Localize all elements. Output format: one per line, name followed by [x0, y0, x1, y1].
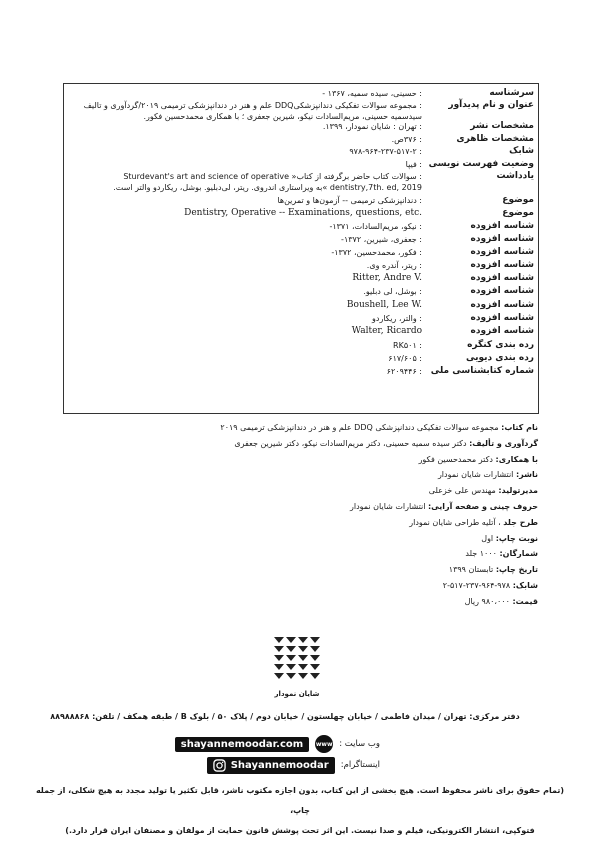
- catalog-row: [64, 146, 538, 157]
- imprint-row: [108, 546, 538, 562]
- catalog-row: [64, 273, 538, 284]
- imprint-row: [108, 420, 538, 436]
- catalog-row: [64, 100, 538, 121]
- imprint-row: [108, 531, 538, 547]
- website-link[interactable]: shayannemoodar.com: [175, 737, 309, 752]
- catalog-label: وضعیت فهرست نویسی: [428, 159, 534, 169]
- catalog-value: Ritter, Andre V.: [352, 273, 422, 283]
- catalog-value: : مجموعه سوالات تفکیکی دندانپزشکیDDQ علم و هنر در دندانپزشکی ترمیمی ۲۰۱۹/گردآوری و تالیف سیدسمیه حسینی، مریم‌السادات نیکو، شیرین جعفری ؛ با همکاری محمدحسین فکور.: [83, 101, 422, 121]
- catalog-label: شناسه افزوده: [470, 286, 534, 296]
- instagram-link[interactable]: [207, 757, 335, 774]
- copyright-line-2: فتوکپی، انتشار الکترونیکی، فیلم و صدا نیست. این اثر تحت پوشش قانون حمایت از مولفان و مصنفان ایران قرار دارد.): [65, 826, 535, 835]
- catalog-label: شابک: [509, 146, 534, 156]
- catalog-label: سرشناسه: [489, 88, 534, 98]
- catalog-label: موضوع: [502, 208, 534, 218]
- imprint-label: نوبت چاپ:: [495, 533, 538, 543]
- imprint-value: ، آتلیه طراحی شایان نمودار: [409, 517, 504, 527]
- imprint-value: انتشارات شایان نمودار: [437, 470, 516, 480]
- imprint-value: تابستان ۱۳۹۹: [448, 565, 496, 575]
- catalog-value: : ۶۲۰۹۴۴۶: [386, 367, 422, 376]
- instagram-icon: [213, 759, 226, 772]
- catalog-value: : بوشل، لی دبلیو.: [363, 287, 422, 296]
- catalog-row: [64, 134, 538, 145]
- imprint-label: شمارگان:: [499, 549, 538, 559]
- catalog-row: [64, 247, 538, 258]
- catalog-label: شناسه افزوده: [470, 247, 534, 257]
- catalog-value: : سوالات کتاب حاضر برگرفته از کتاب« Sturdevant's art and science of operative dentistry,7th. ed, 2019 »به ویراستاری اندروی. ریتر، لی‌دبلیو. بوشل، ریکاردو والتر است.: [113, 172, 422, 192]
- publisher-logo-text: شایان نمودار: [274, 690, 320, 698]
- catalog-value: Dentistry, Operative -- Examinations, questions, etc.: [184, 208, 422, 218]
- catalog-value: : تهران : شایان نمودار، ۱۳۹۹.: [322, 122, 422, 131]
- catalog-value: Boushell, Lee W.: [346, 300, 422, 310]
- website-label: وب سایت :: [339, 739, 380, 749]
- imprint-row: [108, 562, 538, 578]
- imprint-row: [108, 467, 538, 483]
- catalog-value: : دندانپزشکی ترمیمی -- آزمون‌ها و تمرین‌ها: [277, 196, 422, 205]
- imprint-row: [108, 499, 538, 515]
- catalog-row: [64, 340, 538, 351]
- copyright-line-1: (تمام حقوق برای ناشر محفوظ است. هیچ بخشی از این کتاب، بدون اجازه مکتوب ناشر، قابل تکثیر یا تولید مجدد به هیچ شکلی، از جمله چاپ،: [35, 786, 565, 815]
- imprint-label: قیمت:: [512, 596, 538, 606]
- catalog-row: [64, 234, 538, 245]
- imprint-row: [108, 483, 538, 499]
- imprint-value: ۹۷۸-۹۶۴-۲۳۷-۵۱۷-۲: [442, 580, 513, 590]
- publisher-address: دفتر مرکزی: تهران / میدان فاطمی / خیابان چهلستون / خیابان دوم / پلاک ۵۰ / بلوک B / طبقه همکف / تلفن: ۸۸۹۸۸۸۶۸: [50, 712, 520, 721]
- catalog-value: : ۹۷۸-۹۶۴-۲۳۷-۵۱۷-۲: [349, 147, 422, 156]
- catalog-value: : فیپا: [405, 160, 422, 169]
- catalog-value: : ۳۷۶ص.: [391, 135, 422, 144]
- cataloging-box: [63, 83, 539, 414]
- imprint-row: [108, 515, 538, 531]
- catalog-row: [64, 353, 538, 364]
- imprint-row: [108, 594, 538, 610]
- imprint-value: مهندس علی خزعلی: [428, 486, 499, 496]
- imprint-label: تاریخ چاپ:: [495, 565, 538, 575]
- catalog-row: [64, 195, 538, 206]
- imprint-value: دکتر محمدحسین فکور: [418, 454, 496, 464]
- imprint-value: ۹۸۰،۰۰۰ ریال: [464, 596, 513, 606]
- catalog-row: [64, 313, 538, 324]
- catalog-value: Walter, Ricardo: [351, 326, 422, 336]
- catalog-label: رده بندی دیویی: [465, 353, 534, 363]
- catalog-label: شناسه افزوده: [470, 260, 534, 270]
- imprint-label: حروف چینی و صفحه آرایی:: [427, 501, 538, 511]
- catalog-row: [64, 121, 538, 132]
- instagram-label: اینستاگرام:: [340, 760, 380, 770]
- catalog-label: شماره کتابشناسی ملی: [430, 366, 534, 376]
- imprint-label: طرح جلد: [503, 517, 538, 527]
- catalog-value: : حسینی، سیده سمیه، ۱۳۶۷ -: [322, 89, 422, 98]
- catalog-row: [64, 326, 538, 337]
- instagram-row: [80, 754, 380, 776]
- catalog-label: مشخصات ظاهری: [456, 134, 534, 144]
- catalog-row: [64, 366, 538, 377]
- catalog-value: : جعفری، شیرین، ۱۳۷۲-: [341, 235, 422, 244]
- instagram-handle: Shayannemoodar: [230, 759, 329, 771]
- imprint-section: [108, 420, 538, 610]
- catalog-value: : ریتر، آندره وی.: [366, 261, 422, 270]
- catalog-row: [64, 260, 538, 271]
- imprint-value: انتشارات شایان نمودار: [349, 501, 428, 511]
- catalog-row: [64, 88, 538, 99]
- catalog-row: [64, 300, 538, 311]
- imprint-label: گردآوری و تألیف:: [469, 438, 538, 448]
- catalog-value: : والتر، ریکاردو: [372, 314, 422, 323]
- website-row: [80, 733, 380, 755]
- imprint-value: دکتر سیده سمیه حسینی، دکتر مریم‌السادات نیکو، دکتر شیرین جعفری: [234, 438, 470, 448]
- catalog-row: [64, 286, 538, 297]
- catalog-label: موضوع: [502, 195, 534, 205]
- imprint-label: مدیرتولید:: [498, 486, 538, 496]
- catalog-label: شناسه افزوده: [470, 273, 534, 283]
- catalog-value: : RK۵۰۱: [393, 341, 422, 350]
- catalog-value: : نیکو، مریم‌السادات، ۱۳۷۱-: [329, 222, 422, 231]
- imprint-label: ناشر:: [515, 470, 538, 480]
- imprint-value: ۱۰۰۰ جلد: [465, 549, 500, 559]
- imprint-row: [108, 578, 538, 594]
- imprint-label: نام کتاب:: [501, 423, 538, 432]
- catalog-label: یادداشت: [496, 171, 534, 181]
- catalog-label: شناسه افزوده: [470, 313, 534, 323]
- imprint-label: با همکاری:: [495, 454, 538, 464]
- imprint-row: [108, 452, 538, 468]
- catalog-label: عنوان و نام پدیدآور: [448, 100, 534, 110]
- globe-icon: www: [315, 735, 333, 753]
- catalog-label: شناسه افزوده: [470, 234, 534, 244]
- copyright-notice: [30, 781, 570, 841]
- catalog-label: شناسه افزوده: [470, 300, 534, 310]
- catalog-label: شناسه افزوده: [470, 326, 534, 336]
- catalog-row: [64, 208, 538, 219]
- catalog-row: [64, 159, 538, 170]
- catalog-label: شناسه افزوده: [470, 221, 534, 231]
- catalog-label: مشخصات نشر: [470, 121, 534, 131]
- imprint-row: [108, 436, 538, 452]
- imprint-value: مجموعه سوالات تفکیکی دندانپزشکی DDQ علم و هنر در دندانپزشکی ترمیمی ۲۰۱۹: [220, 423, 502, 432]
- catalog-label: رده بندی کنگره: [467, 340, 534, 350]
- catalog-row: [64, 171, 538, 193]
- catalog-row: [64, 221, 538, 232]
- catalog-value: : فکور، محمدحسین، ۱۳۷۲-: [331, 248, 422, 257]
- catalog-value: : ۶۱۷/۶۰۵: [388, 354, 422, 363]
- imprint-value: اول: [481, 533, 496, 543]
- publisher-logo-icon: [272, 633, 322, 683]
- imprint-label: شابک:: [512, 580, 538, 590]
